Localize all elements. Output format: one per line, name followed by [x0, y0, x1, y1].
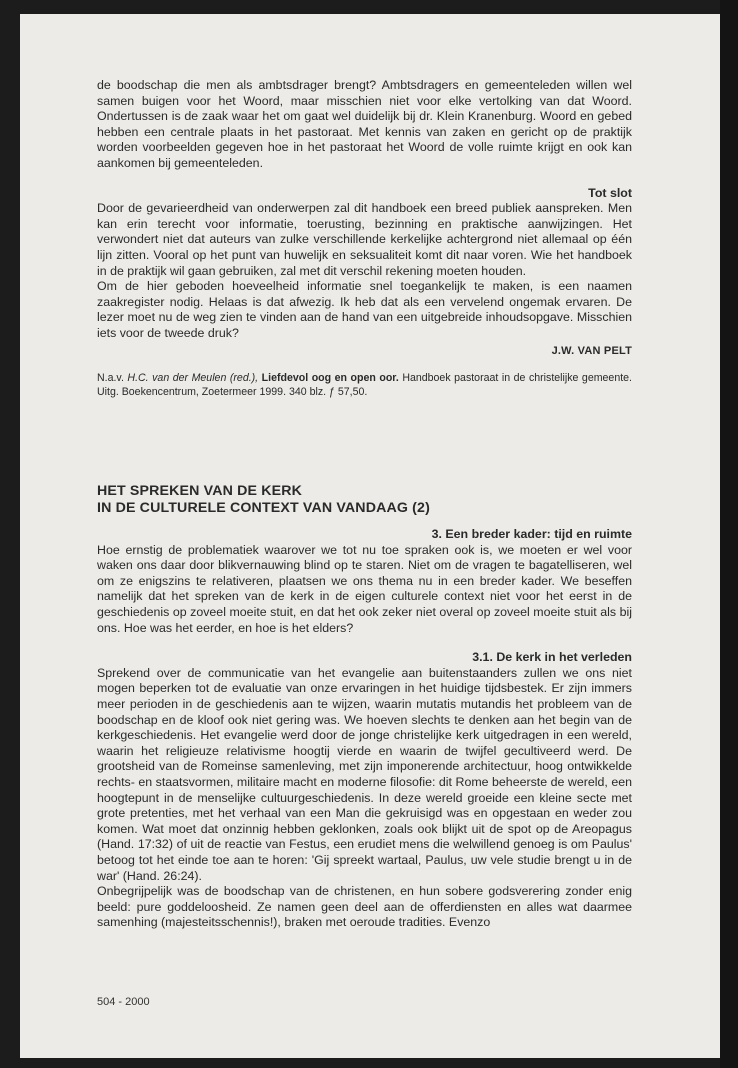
- closing-paragraph-2: Om de hier geboden hoeveelheid informatie snel toegankelijk te maken, is een naamen zaakregister nodig. Helaas is dat afwezig. Ik heb dat als een vervelend ongemak ervaren. De lezer moet nu de weg zien te vinden aan de hand van een uitgebreide inhoudsopgave. Misschien iets voor de tweede druk?: [97, 279, 632, 340]
- biblio-editor: H.C. van der Meulen (red.),: [127, 372, 259, 385]
- section-3-1-paragraph-1: Sprekend over de communicatie van het evangelie aan buitenstaanders zullen we ons niet mogen beperken tot de evaluatie van onze ervaringen in het huidige tijdsbestek. Er zijn immers meer perioden in de geschiedenis aan te wijzen, waarin mutatis mutandis het probleem van de boodschap en de kloof ook niet gering was. We hoeven slechts te denken aan het begin van de kerkgeschiedenis. Het evangelie werd door de jonge christelijke kerk uitgedragen in een wereld, waarin het religieuze relativisme hoogtij vierde en waarin de twijfel gecultiveerd werd. De grootsheid van de Romeinse samenleving, met zijn imponerende architectuur, hoog ontwikkelde rechts- en staatsvormen, militaire macht en moderne filosofie: dit Rome beheerste de wereld, een hoogtepunt in de menselijke cultuurgeschiedenis. In deze wereld groeide een kleine secte met grote pretenties, met het verhaal van een Man die gekruisigd was en opgestaan en weder zou komen. Wat moet dat onzinnig hebben geklonken, zoals ook blijkt uit de spot op de Areopagus (Hand. 17:32) of uit de reactie van Festus, een erudiet mens die welwillend genoeg is om Paulus' betoog tot het einde toe aan te horen: 'Gij spreekt wartaal, Paulus, uw vele studie brengt u in de war' (Hand. 26:24).: [97, 665, 632, 883]
- article-title-line-1: HET SPREKEN VAN DE KERK: [97, 483, 302, 500]
- review-intro-paragraph: de boodschap die men als ambtsdrager brengt? Ambtsdragers en gemeenteleden willen wel samen buigen voor het Woord, maar misschien niet voor elke vertolking van dat Woord. Ondertussen is de zaak waar het om gaat wel duidelijk bij dr. Klein Kranenburg. Woord en gebed hebben een centrale plaats in het pastoraat. Met kennis van zaken en gericht op de praktijk worden voorbeelden gegeven hoe in het pastoraat het Woord de volle ruimte krijgt en ook kan aankomen bij gemeenteleden.: [97, 78, 632, 170]
- bibliographic-note: [97, 371, 632, 399]
- biblio-prefix: N.a.v.: [97, 372, 128, 385]
- page-number: 504 - 2000: [97, 996, 150, 1008]
- biblio-details: Handboek pastoraat in de christelijke gemeente. Uitg. Boekencentrum, Zoetermeer 1999. 340 blz. ƒ 57,50.: [97, 372, 632, 399]
- section-3-heading: 3. Een breder kader: tijd en ruimte: [431, 527, 632, 542]
- closing-paragraph-1: Door de gevarieerdheid van onderwerpen zal dit handboek een breed publiek aanspreken. Men kan erin terecht voor informatie, toerusting, bezinning en praktische aanwijzingen. Het verwondert niet dat auteurs van zulke verschillende kerkelijke achtergrond niet allemaal op één lijn zitten. Vooral op het punt van huwelijk en seksualiteit komt dit naar voren. Wie het handboek in de praktijk wil gaan gebruiken, zal met dit verschil rekening moeten houden.: [97, 201, 632, 278]
- article-title-line-2: IN DE CULTURELE CONTEXT VAN VANDAAG (2): [97, 500, 430, 517]
- section-3-1-paragraph-2: Onbegrijpelijk was de boodschap van de christenen, en hun sobere godsverering zonder enig beeld: pure goddeloosheid. Ze namen geen deel aan de offerdiensten en alles wat daarmee samenhing (majesteitsschennis!), braken met oeroude tradities. Evenzo: [97, 884, 632, 930]
- scan-top-border: [0, 0, 738, 14]
- biblio-title: Liefdevol oog en open oor.: [258, 372, 399, 385]
- section-3-paragraph: Hoe ernstig de problematiek waarover we tot nu toe spraken ook is, we moeten er wel voor waken ons daar door blikvernauwing blind op te staren. Niet om de vragen te bagatelliseren, wel om ze enigszins te relativeren, plaatsen we ons thema nu in een breder kader. We beseffen namelijk dat het spreken van de kerk in de eigen culturele context niet voor het eerst in de geschiedenis op zoveel moeite stuit, en dat het ook zeker niet overal op zoveel moeite stuit als bij ons. Hoe was het eerder, en hoe is het elders?: [97, 542, 632, 635]
- article: [97, 483, 632, 931]
- closing-heading: Tot slot: [588, 185, 632, 200]
- scan-right-border: [720, 0, 738, 1068]
- review-signature: J.W. VAN PELT: [551, 344, 632, 357]
- page-content: [97, 78, 632, 931]
- section-3-1-heading: 3.1. De kerk in het verleden: [472, 650, 632, 665]
